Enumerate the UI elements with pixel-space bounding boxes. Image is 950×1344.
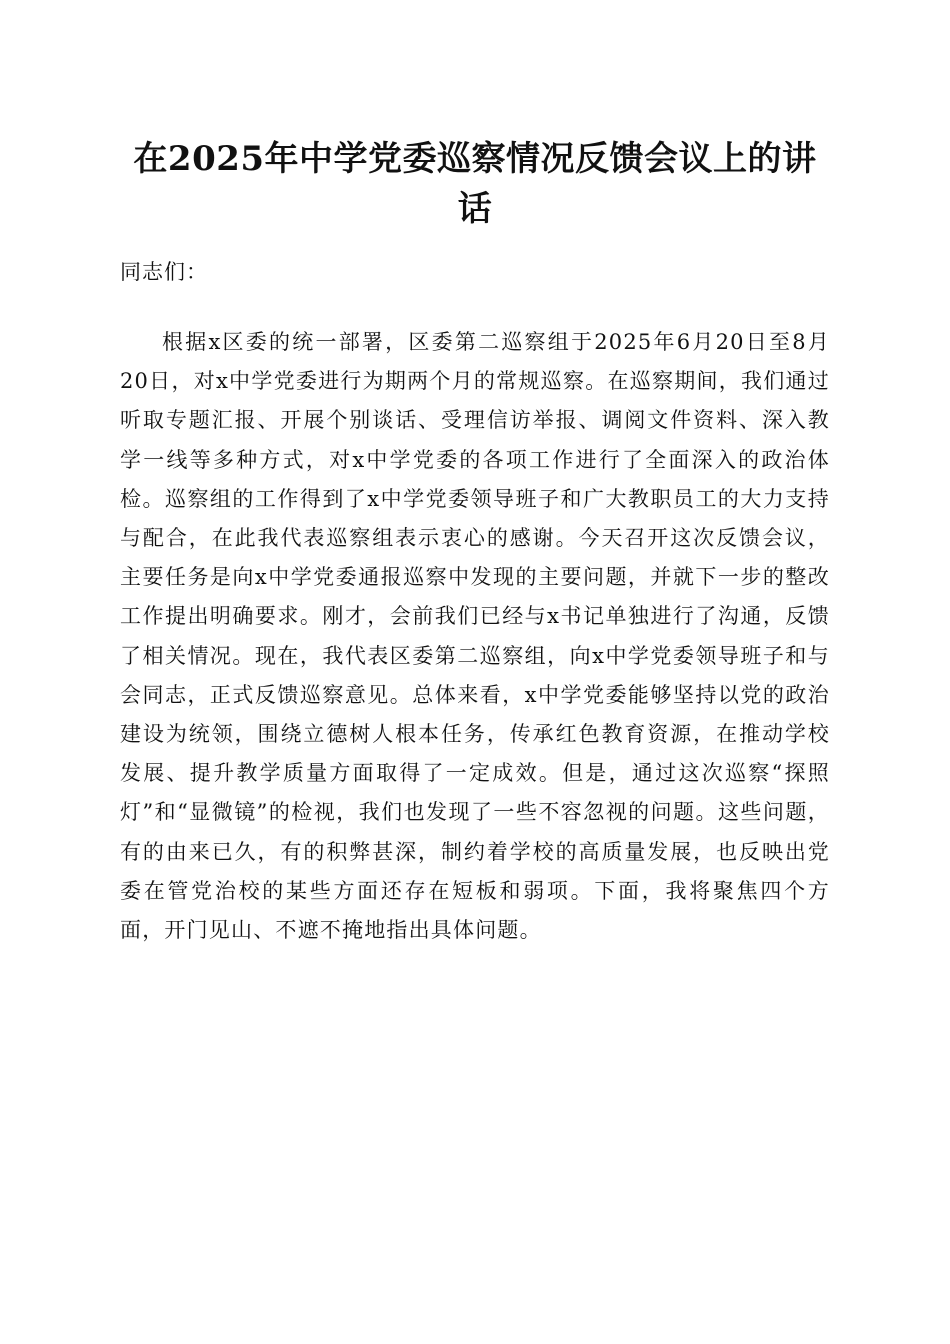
greeting: 同志们：: [120, 260, 208, 284]
body-paragraph: 根据x区委的统一部署，区委第二巡察组于2025年6月20日至8月20日，对x中学党委进行为期两个月的常规巡察。在巡察期间，我们通过听取专题汇报、开展个别谈话、受理信访举报、调阅文件资料、深入教学一线等多种方式，对x中学党委的各项工作进行了全面深入的政治体检。巡察组的工作得到了x中学党委领导班子和广大教职员工的大力支持与配合，在此我代表巡察组表示衷心的感谢。今天召开这次反馈会议，主要任务是向x中学党委通报巡察中发现的主要问题，并就下一步的整改工作提出明确要求。刚才，会前我们已经与x书记单独进行了沟通，反馈了相关情况。现在，我代表区委第二巡察组，向x中学党委领导班子和与会同志，正式反馈巡察意见。总体来看，x中学党委能够坚持以党的政治建设为统领，围绕立德树人根本任务，传承红色教育资源，在推动学校发展、提升教学质量方面取得了一定成效。但是，通过这次巡察“探照灯”和“显微镜”的检视，我们也发现了一些不容忽视的问题。这些问题，有的由来已久，有的积弊甚深，制约着学校的高质量发展，也反映出党委在管党治校的某些方面还存在短板和弱项。下面，我将聚焦四个方面，开门见山、不遮不掩地指出具体问题。: [120, 330, 830, 943]
document-title: 在2025年中学党委巡察情况反馈会议上的讲话: [133, 139, 817, 229]
